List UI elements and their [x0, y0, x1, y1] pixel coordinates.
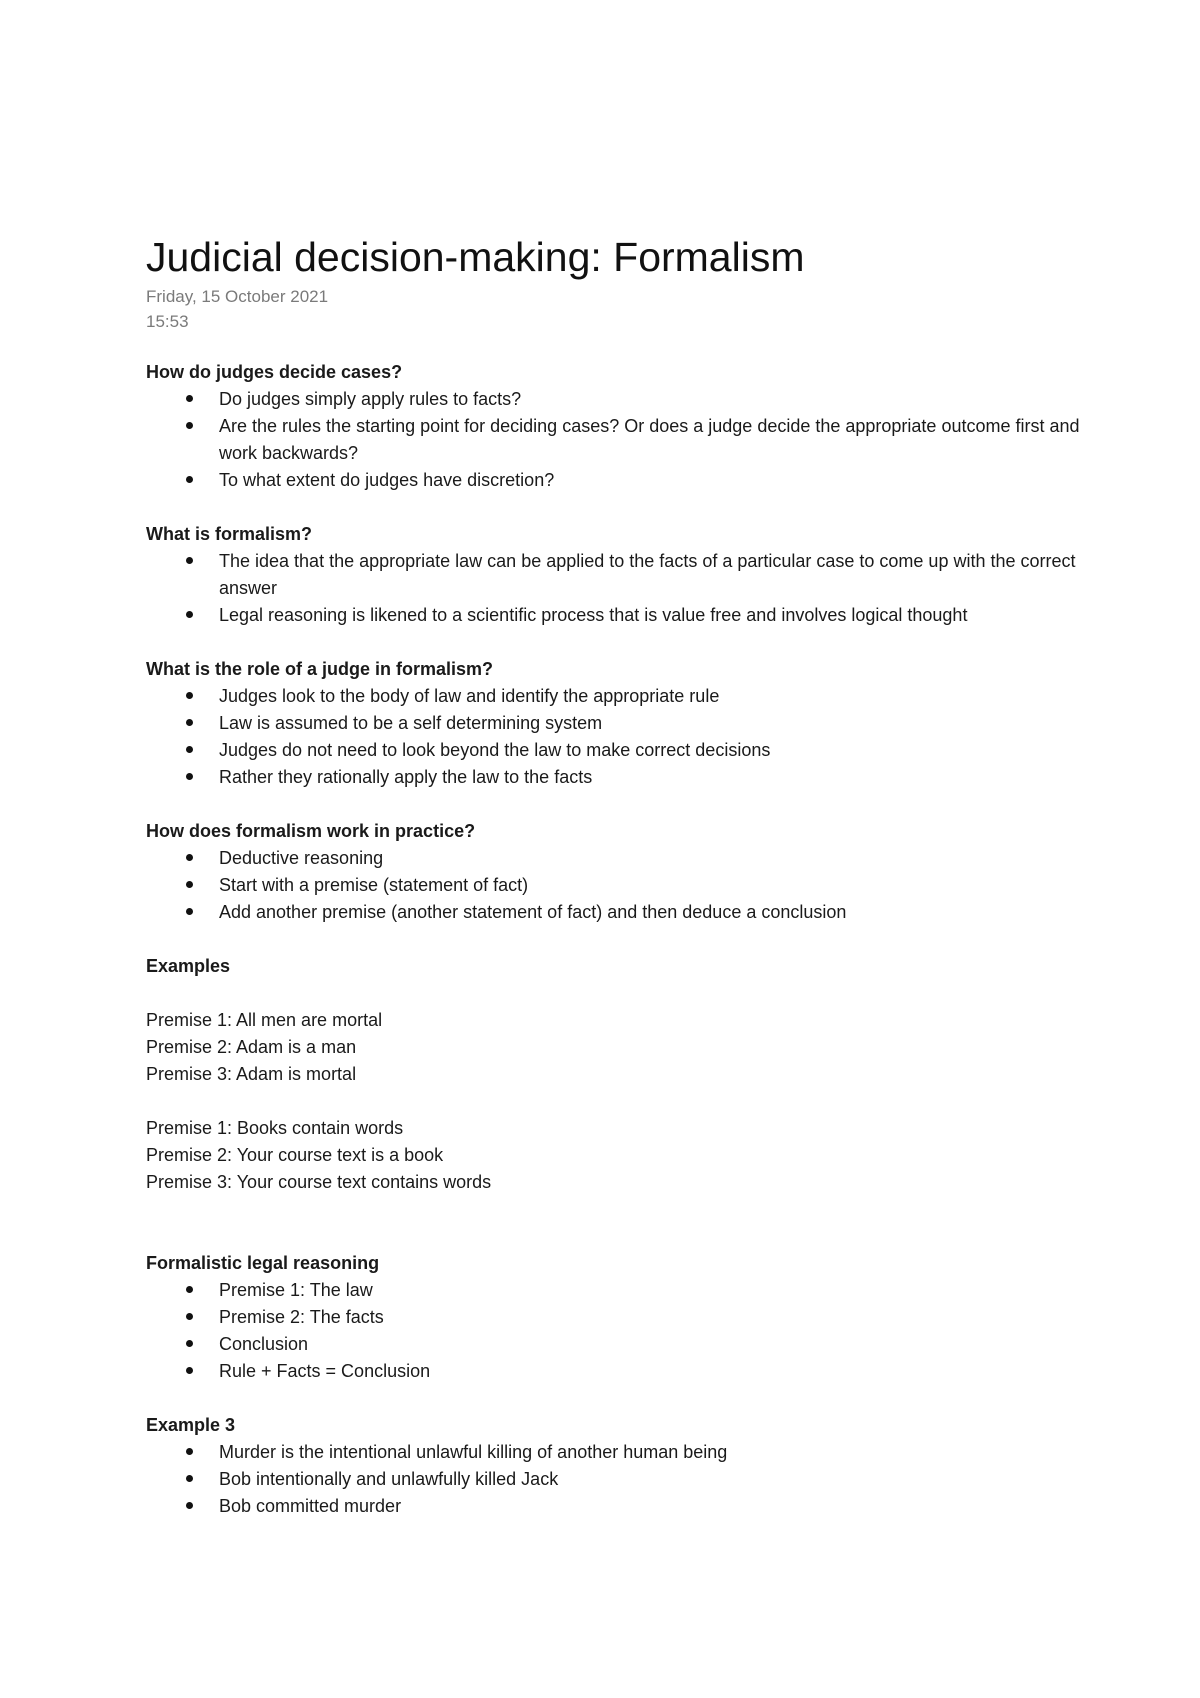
bullet-icon — [186, 395, 193, 402]
bullet-icon — [186, 1367, 193, 1374]
section-formalistic-legal-reasoning — [146, 1250, 1106, 1385]
section-what-is-formalism — [146, 521, 1106, 629]
bullet-icon — [186, 773, 193, 780]
list-item: Rather they rationally apply the law to the facts — [146, 764, 1106, 791]
list-item: Law is assumed to be a self determining system — [146, 710, 1106, 737]
premise-line: Premise 3: Adam is mortal — [146, 1064, 357, 1084]
bullet-icon — [186, 854, 193, 861]
section-heading: What is formalism? — [146, 524, 313, 544]
section-examples — [146, 953, 1106, 1196]
bullet-icon — [186, 1286, 193, 1293]
bullet-icon — [186, 422, 193, 429]
list-item: The idea that the appropriate law can be applied to the facts of a particular case to come up with the correct answer — [146, 548, 1106, 602]
example-group-2 — [146, 1115, 1106, 1196]
section-role-of-judge — [146, 656, 1106, 791]
bullet-icon — [186, 692, 193, 699]
page-title: Judicial decision-making: Formalism — [146, 234, 805, 280]
list-item: Murder is the intentional unlawful killing of another human being — [146, 1439, 1106, 1466]
list-item: Premise 1: The law — [146, 1277, 1106, 1304]
list-item: Start with a premise (statement of fact) — [146, 872, 1106, 899]
list-item: Judges look to the body of law and identify the appropriate rule — [146, 683, 1106, 710]
list-item: Are the rules the starting point for deciding cases? Or does a judge decide the appropriate outcome first and work backwards? — [146, 413, 1106, 467]
bullet-icon — [186, 881, 193, 888]
list-item: Conclusion — [146, 1331, 1106, 1358]
bullet-list — [146, 548, 1106, 629]
list-item: Rule + Facts = Conclusion — [146, 1358, 1106, 1385]
bullet-icon — [186, 1313, 193, 1320]
note-date: Friday, 15 October 2021 — [146, 287, 329, 306]
list-item: Premise 2: The facts — [146, 1304, 1106, 1331]
example-group-1 — [146, 1007, 1106, 1088]
bullet-icon — [186, 611, 193, 618]
list-item: Deductive reasoning — [146, 845, 1106, 872]
section-heading: What is the role of a judge in formalism? — [146, 659, 494, 679]
bullet-icon — [186, 557, 193, 564]
premise-line: Premise 1: Books contain words — [146, 1118, 404, 1138]
premise-line: Premise 2: Your course text is a book — [146, 1145, 444, 1165]
bullet-icon — [186, 746, 193, 753]
section-example-3 — [146, 1412, 1106, 1520]
bullet-list — [146, 386, 1106, 494]
section-heading: Formalistic legal reasoning — [146, 1253, 380, 1273]
list-item: Judges do not need to look beyond the law to make correct decisions — [146, 737, 1106, 764]
bullet-list — [146, 1439, 1106, 1520]
section-heading: Examples — [146, 956, 231, 976]
bullet-icon — [186, 719, 193, 726]
list-item: Add another premise (another statement of fact) and then deduce a conclusion — [146, 899, 1106, 926]
premise-line: Premise 3: Your course text contains words — [146, 1172, 492, 1192]
bullet-icon — [186, 476, 193, 483]
bullet-icon — [186, 908, 193, 915]
section-heading: How does formalism work in practice? — [146, 821, 476, 841]
section-formalism-in-practice — [146, 818, 1106, 926]
list-item: To what extent do judges have discretion? — [146, 467, 1106, 494]
bullet-list — [146, 845, 1106, 926]
premise-line: Premise 2: Adam is a man — [146, 1037, 357, 1057]
bullet-icon — [186, 1502, 193, 1509]
bullet-icon — [186, 1340, 193, 1347]
section-heading: Example 3 — [146, 1415, 236, 1435]
premise-line: Premise 1: All men are mortal — [146, 1010, 383, 1030]
list-item: Bob intentionally and unlawfully killed Jack — [146, 1466, 1106, 1493]
bullet-list — [146, 1277, 1106, 1385]
list-item: Bob committed murder — [146, 1493, 1106, 1520]
list-item: Do judges simply apply rules to facts? — [146, 386, 1106, 413]
list-item: Legal reasoning is likened to a scientific process that is value free and involves logical thought — [146, 602, 1106, 629]
section-heading: How do judges decide cases? — [146, 362, 403, 382]
note-time: 15:53 — [146, 312, 189, 331]
note-page — [146, 232, 1106, 1520]
bullet-icon — [186, 1448, 193, 1455]
section-how-judges-decide — [146, 359, 1106, 494]
bullet-icon — [186, 1475, 193, 1482]
bullet-list — [146, 683, 1106, 791]
